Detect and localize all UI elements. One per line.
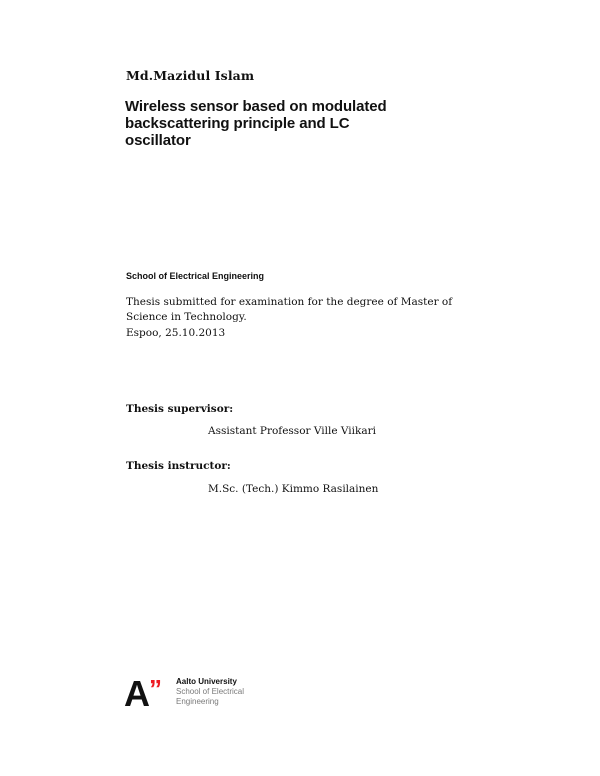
title-line: backscattering principle and LC (125, 115, 350, 132)
title-line: oscillator (125, 132, 191, 149)
place-date: Espoo, 25.10.2013 (126, 327, 226, 339)
instructor-label: Thesis instructor: (126, 460, 231, 472)
logo-letter: A (124, 676, 150, 708)
submission-line: Thesis submitted for examination for the degree of Master of (126, 296, 453, 308)
title-line: Wireless sensor based on modulated (125, 98, 387, 115)
instructor-name: M.Sc. (Tech.) Kimmo Rasilainen (208, 483, 379, 495)
aalto-a-logo-icon (124, 676, 168, 708)
university-name: Aalto University (176, 677, 237, 686)
submission-statement (126, 295, 456, 325)
school-name: School of Electrical Engineering (126, 271, 265, 281)
author-name: Md.Mazidul Islam (126, 68, 255, 83)
university-school-line: School of Electrical (176, 687, 245, 696)
thesis-title (125, 98, 445, 149)
submission-line: Science in Technology. (126, 311, 247, 323)
supervisor-name: Assistant Professor Ville Viikari (208, 425, 377, 437)
university-school (176, 687, 244, 707)
logo-quote-mark: ” (149, 676, 162, 704)
supervisor-label: Thesis supervisor: (126, 403, 234, 415)
university-school-line: Engineering (176, 697, 219, 706)
